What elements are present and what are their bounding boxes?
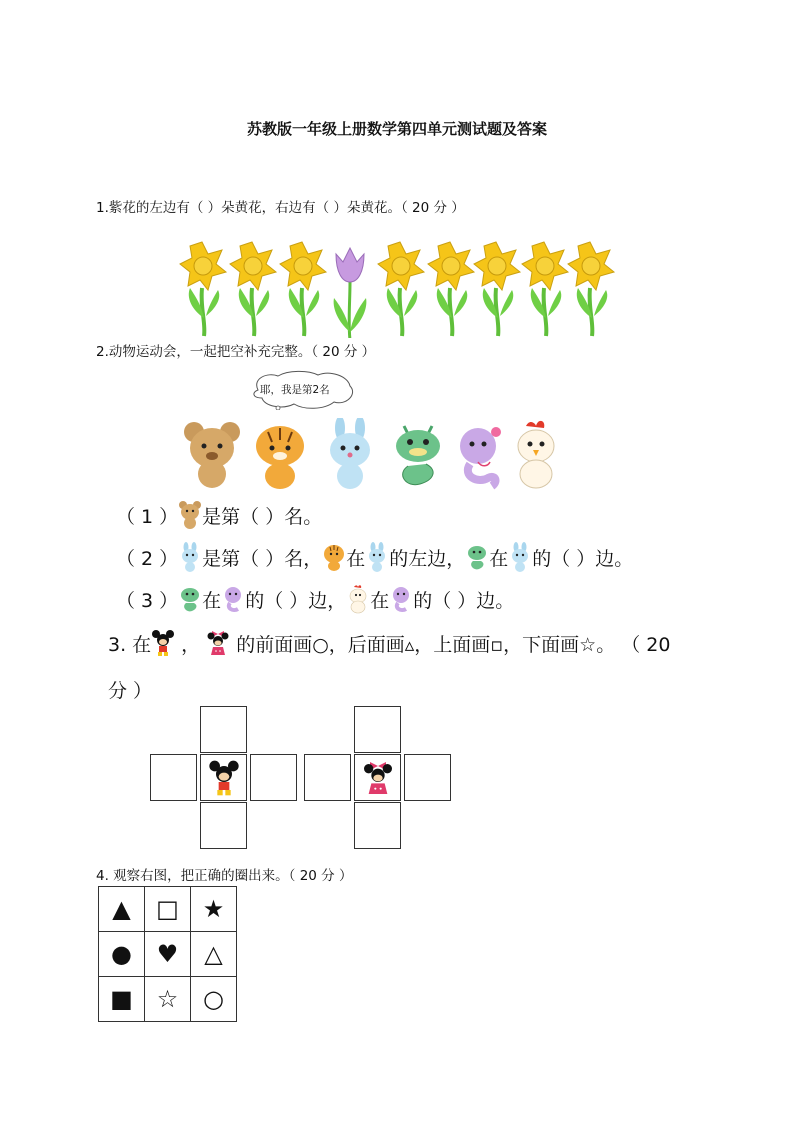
cell-top[interactable] xyxy=(200,706,247,753)
q2-l2-text-4: 在 xyxy=(489,547,509,570)
question-2-line-2 xyxy=(116,542,633,572)
snake-icon xyxy=(221,584,245,614)
mouse-animal xyxy=(184,422,240,488)
cell-right[interactable] xyxy=(404,754,451,801)
cell-center xyxy=(354,754,401,801)
q2-l3-text-1: 在 xyxy=(202,589,222,612)
shape-cell[interactable]: ■ xyxy=(99,977,145,1022)
yellow-flower-6 xyxy=(474,242,520,336)
snake-icon xyxy=(389,584,413,614)
yellow-flower-7 xyxy=(522,242,568,336)
q2-l1-text: 是第（ ）名。 xyxy=(202,505,323,528)
snake-animal xyxy=(460,427,501,486)
page-title: 苏教版一年级上册数学第四单元测试题及答案 xyxy=(246,120,547,138)
dragon-animal xyxy=(396,426,440,485)
yellow-flower-5 xyxy=(428,242,474,336)
rabbit-animal xyxy=(330,418,370,489)
q2-l3-text-3: 在 xyxy=(370,589,390,612)
yellow-flower-2 xyxy=(230,242,276,336)
tiger-animal xyxy=(256,426,304,489)
yellow-flower-4 xyxy=(378,242,424,336)
yellow-flower-3 xyxy=(280,242,326,336)
question-1-text: 1.紫花的左边有（ ）朵黄花，右边有（ ）朵黄花。（ 20 分 ） xyxy=(96,200,465,216)
question-4-text: 4. 观察右图，把正确的圈出来。（ 20 分 ） xyxy=(96,868,353,884)
mickey-icon xyxy=(208,758,240,798)
question-3-line-1 xyxy=(108,628,670,658)
q2-l3-prefix: （ 3 ） xyxy=(116,589,179,612)
question-2-line-1 xyxy=(116,500,322,530)
q2-l3-text-4: 的（ ）边。 xyxy=(413,589,515,612)
cell-top[interactable] xyxy=(354,706,401,753)
shape-cell[interactable]: ● xyxy=(99,932,145,977)
q3-text-1: 3. 在 xyxy=(108,633,152,656)
q2-l2-prefix: （ 2 ） xyxy=(116,547,179,570)
q2-l2-text-5: 的（ ）边。 xyxy=(532,547,634,570)
rabbit-icon xyxy=(508,542,532,572)
shape-cell[interactable]: ○ xyxy=(191,977,237,1022)
shape-grid xyxy=(98,886,237,1022)
q3-text-3: 的前面画○，后面画▵，上面画▫，下面画☆。 （ 20 xyxy=(236,633,671,656)
cell-bottom[interactable] xyxy=(200,802,247,849)
shape-cell[interactable]: ☆ xyxy=(145,977,191,1022)
minnie-icon xyxy=(206,628,230,658)
shape-cell[interactable]: □ xyxy=(145,887,191,932)
tiger-icon xyxy=(322,542,346,572)
cell-center xyxy=(200,754,247,801)
minnie-icon xyxy=(362,758,394,798)
minnie-cross-grid xyxy=(304,706,454,856)
yellow-flower-1 xyxy=(180,242,226,336)
shape-cell[interactable]: △ xyxy=(191,932,237,977)
q2-l1-prefix: （ 1 ） xyxy=(116,505,179,528)
question-2-line-3 xyxy=(116,584,514,614)
q2-l2-text-3: 的左边， xyxy=(389,547,466,570)
q3-text-2: ， xyxy=(181,633,201,656)
shape-cell[interactable]: ▲ xyxy=(99,887,145,932)
mouse-icon xyxy=(178,500,202,530)
yellow-flower-8 xyxy=(568,242,614,336)
q3-text-4: 分 ） xyxy=(108,680,153,702)
cell-right[interactable] xyxy=(250,754,297,801)
q2-l3-text-2: 的（ ）边， xyxy=(245,589,347,612)
rabbit-icon xyxy=(365,542,389,572)
q2-l2-text-1: 是第（ ）名， xyxy=(202,547,323,570)
question-2-text: 2.动物运动会，一起把空补充完整。（ 20 分 ） xyxy=(96,344,376,360)
dragon-icon xyxy=(465,542,489,572)
speech-bubble-text: 耶，我是第2名 xyxy=(260,384,330,396)
rooster-animal xyxy=(518,421,554,488)
animal-row xyxy=(180,418,560,490)
cell-left[interactable] xyxy=(304,754,351,801)
shape-cell[interactable]: ♥ xyxy=(145,932,191,977)
rooster-icon xyxy=(346,584,370,614)
cell-left[interactable] xyxy=(150,754,197,801)
mickey-icon xyxy=(151,628,175,658)
purple-flower xyxy=(334,248,367,338)
dragon-icon xyxy=(178,584,202,614)
rabbit-icon xyxy=(178,542,202,572)
flower-row xyxy=(176,238,616,338)
q2-l2-text-2: 在 xyxy=(346,547,366,570)
shape-cell[interactable]: ★ xyxy=(191,887,237,932)
cell-bottom[interactable] xyxy=(354,802,401,849)
mickey-cross-grid xyxy=(150,706,300,856)
